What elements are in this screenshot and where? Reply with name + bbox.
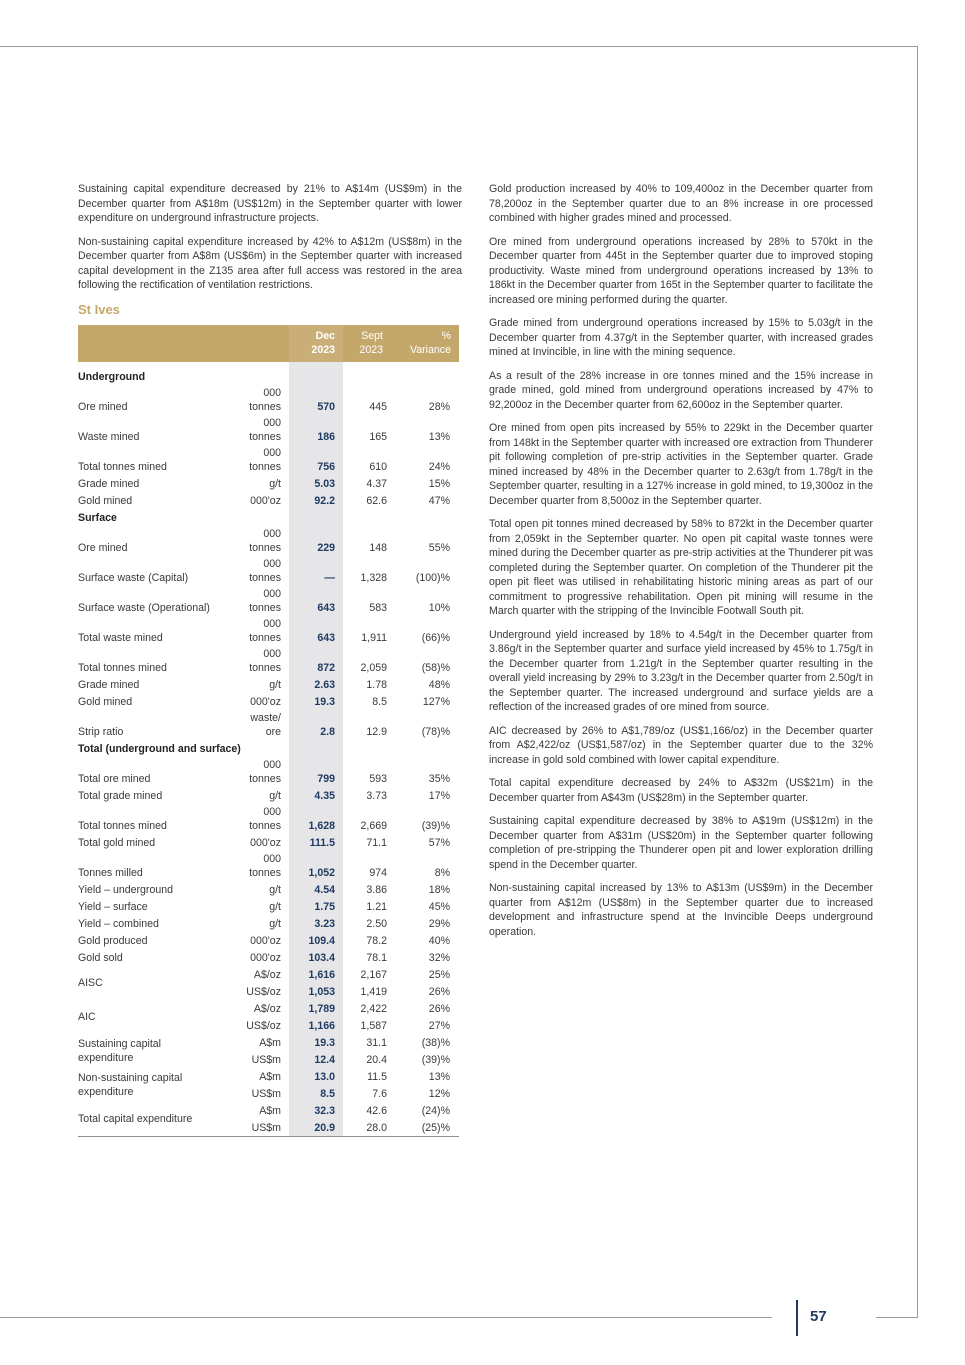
right-column bbox=[489, 182, 873, 948]
row-unit: g/t bbox=[269, 789, 281, 802]
row-label: Yield – underground bbox=[78, 883, 174, 896]
row-sept-2023-value: 2,669 bbox=[360, 819, 387, 832]
row-variance-value: 15% bbox=[428, 477, 450, 490]
row-dec-2023-value: 5.03 bbox=[289, 475, 343, 492]
row-sept-2023-value: 148 bbox=[369, 541, 387, 554]
row-unit: US$/oz bbox=[246, 985, 281, 998]
row-unit: g/t bbox=[269, 678, 281, 691]
row-sept-2023-value: 974 bbox=[369, 866, 387, 879]
paragraph: Gold production increased by 40% to 109,400oz in the December quarter from 78,200oz in the September quarter due to an 8% increase in ore processed combined with higher grades mined and processed. bbox=[489, 183, 873, 224]
row-label: Waste mined bbox=[78, 430, 140, 443]
row-variance-value: 25% bbox=[428, 968, 450, 981]
row-variance-value: (66)% bbox=[421, 631, 450, 644]
table-row bbox=[78, 693, 459, 710]
row-variance-value: 10% bbox=[428, 601, 450, 614]
table-row bbox=[78, 646, 459, 676]
row-variance-value: (24)% bbox=[421, 1104, 450, 1117]
row-variance-value: 35% bbox=[428, 772, 450, 785]
paragraph: Grade mined from underground operations increased by 15% to 5.03g/t in the December quarter from 4.37g/t in the September quarter, with increased grades mined at Invincible, in line with the mining sequence. bbox=[489, 317, 873, 358]
row-dec-2023-value: 186 bbox=[289, 415, 343, 445]
row-dec-2023-value: 103.4 bbox=[289, 949, 343, 966]
row-dec-2023-value: 4.35 bbox=[289, 787, 343, 804]
row-unit: 000'oz bbox=[250, 494, 281, 507]
row-dec-2023-value: 8.5 bbox=[289, 1085, 343, 1102]
row-variance-value: 18% bbox=[428, 883, 450, 896]
row-label: Tonnes milled bbox=[78, 866, 143, 879]
page-number: 57 bbox=[810, 1308, 827, 1325]
row-unit: 000 tonnes bbox=[249, 446, 281, 473]
row-unit: g/t bbox=[269, 917, 281, 930]
paragraph: Sustaining capital expenditure decreased by 21% to A$14m (US$9m) in the December quarter from A$18m (US$12m) in the September quarter with lower expenditure on underground infrastructure projects. bbox=[78, 183, 462, 224]
row-variance-value: (39)% bbox=[421, 819, 450, 832]
header-sept-2023: Sept 2023 bbox=[343, 325, 391, 362]
row-unit: A$/oz bbox=[253, 968, 281, 981]
row-unit: 000'oz bbox=[250, 695, 281, 708]
section-surface: Surface bbox=[78, 511, 117, 524]
row-label: AIC bbox=[78, 1010, 96, 1023]
row-variance-value: (78)% bbox=[421, 725, 450, 738]
table-header-row bbox=[78, 325, 459, 362]
row-variance-value: 26% bbox=[428, 985, 450, 998]
row-dec-2023-value: 12.4 bbox=[289, 1051, 343, 1068]
table-row bbox=[78, 492, 459, 509]
row-variance-value: 45% bbox=[428, 900, 450, 913]
row-unit: g/t bbox=[269, 900, 281, 913]
row-sept-2023-value: 8.5 bbox=[372, 695, 387, 708]
row-sept-2023-value: 31.1 bbox=[366, 1036, 387, 1049]
table-row bbox=[78, 915, 459, 932]
paragraph: Total capital expenditure decreased by 24% to A$32m (US$21m) in the December quarter from A$43m (US$28m) in the September quarter. bbox=[489, 777, 873, 804]
table-row bbox=[78, 1000, 459, 1017]
row-variance-value: 24% bbox=[428, 460, 450, 473]
row-label: Total grade mined bbox=[78, 789, 163, 802]
row-variance-value: 13% bbox=[428, 1070, 450, 1083]
row-variance-value: 29% bbox=[428, 917, 450, 930]
row-sept-2023-value: 2,422 bbox=[360, 1002, 387, 1015]
row-label: Yield – combined bbox=[78, 917, 159, 930]
row-label: Surface waste (Capital) bbox=[78, 571, 189, 584]
row-dec-2023-value: 1,166 bbox=[289, 1017, 343, 1034]
row-sept-2023-value: 3.86 bbox=[366, 883, 387, 896]
table-row bbox=[78, 556, 459, 586]
row-dec-2023-value: 19.3 bbox=[289, 693, 343, 710]
row-variance-value: 40% bbox=[428, 934, 450, 947]
paragraph: Underground yield increased by 18% to 4.54g/t in the December quarter from 3.86g/t in the September quarter and surface yield increased by 45% to 1.75g/t in the December quarter from 1.21g/t in the September quarter resulting in the overall yield increasing by 29% to 3.23g/t in the December quarter from 2.50g/t in the September quarter. The increased underground and surface yields are a reflection of the increased grades of ore mined from source. bbox=[489, 628, 873, 713]
row-unit: 000 tonnes bbox=[249, 852, 281, 879]
row-unit: A$m bbox=[259, 1036, 281, 1049]
row-sept-2023-value: 20.4 bbox=[366, 1053, 387, 1066]
row-dec-2023-value: 2.8 bbox=[289, 710, 343, 740]
row-unit: 000 tonnes bbox=[249, 805, 281, 832]
row-dec-2023-value: 1,789 bbox=[289, 1000, 343, 1017]
row-variance-value: 55% bbox=[428, 541, 450, 554]
row-variance-value: (38)% bbox=[421, 1036, 450, 1049]
row-unit: 000 tonnes bbox=[249, 386, 281, 413]
row-sept-2023-value: 593 bbox=[369, 772, 387, 785]
row-label: Total ore mined bbox=[78, 772, 151, 785]
row-dec-2023-value: 799 bbox=[289, 757, 343, 787]
row-dec-2023-value: 570 bbox=[289, 385, 343, 415]
table-row bbox=[78, 834, 459, 851]
row-label: Strip ratio bbox=[78, 725, 124, 738]
row-unit: A$/oz bbox=[253, 1002, 281, 1015]
table-row bbox=[78, 757, 459, 787]
section-underground: Underground bbox=[78, 370, 146, 383]
row-sept-2023-value: 42.6 bbox=[366, 1104, 387, 1117]
row-unit: A$m bbox=[259, 1070, 281, 1083]
row-dec-2023-value: 1,053 bbox=[289, 983, 343, 1000]
left-column bbox=[78, 182, 462, 1137]
row-dec-2023-value: 13.0 bbox=[289, 1068, 343, 1085]
row-sept-2023-value: 1,419 bbox=[360, 985, 387, 998]
row-sept-2023-value: 610 bbox=[369, 460, 387, 473]
paragraph: Non-sustaining capital expenditure increased by 42% to A$12m (US$8m) in the December quarter from A$8m (US$6m) in the September quarter with increased capital development in the Z135 area after full access was restored in the area following the rectification of ventilation restrictions. bbox=[78, 235, 462, 291]
page-frame-bottom-right bbox=[876, 1317, 918, 1318]
table-row bbox=[78, 1034, 459, 1051]
table-row bbox=[78, 676, 459, 693]
section-total: Total (underground and surface) bbox=[78, 742, 241, 755]
row-sept-2023-value: 1.78 bbox=[366, 678, 387, 691]
table-row bbox=[78, 710, 459, 740]
row-label: Yield – surface bbox=[78, 900, 148, 913]
row-dec-2023-value: 1,616 bbox=[289, 966, 343, 983]
table-row bbox=[78, 475, 459, 492]
row-unit: 000 tonnes bbox=[249, 617, 281, 644]
row-label: Ore mined bbox=[78, 400, 128, 413]
row-unit: 000 tonnes bbox=[249, 416, 281, 443]
row-unit: 000'oz bbox=[250, 836, 281, 849]
page-frame-bottom bbox=[0, 1317, 772, 1318]
row-dec-2023-value: 1,628 bbox=[289, 804, 343, 834]
table-row bbox=[78, 1102, 459, 1119]
table-row bbox=[78, 586, 459, 616]
row-sept-2023-value: 62.6 bbox=[366, 494, 387, 507]
row-dec-2023-value: 1,052 bbox=[289, 851, 343, 881]
table-section-row bbox=[78, 368, 459, 385]
table-row bbox=[78, 898, 459, 915]
paragraph: AIC decreased by 26% to A$1,789/oz (US$1,166/oz) in the December quarter from A$2,422/oz (US$1,587/oz) in the September quarter due to the 32% increase in gold sold combined with lower capital expenditure. bbox=[489, 724, 873, 766]
table-section-row bbox=[78, 740, 459, 757]
row-label: Gold sold bbox=[78, 951, 123, 964]
row-dec-2023-value: 32.3 bbox=[289, 1102, 343, 1119]
row-label: Total capital expenditure bbox=[78, 1112, 193, 1125]
row-variance-value: 57% bbox=[428, 836, 450, 849]
row-variance-value: (58)% bbox=[421, 661, 450, 674]
row-dec-2023-value: 1.75 bbox=[289, 898, 343, 915]
row-label: Total tonnes mined bbox=[78, 460, 167, 473]
table-row bbox=[78, 851, 459, 881]
row-variance-value: 17% bbox=[428, 789, 450, 802]
table-section-row bbox=[78, 509, 459, 526]
row-sept-2023-value: 28.0 bbox=[366, 1121, 387, 1134]
row-dec-2023-value: 111.5 bbox=[289, 834, 343, 851]
row-dec-2023-value: 3.23 bbox=[289, 915, 343, 932]
header-dec-2023: Dec 2023 bbox=[289, 325, 343, 362]
row-unit: US$m bbox=[251, 1121, 281, 1134]
row-dec-2023-value: 4.54 bbox=[289, 881, 343, 898]
row-dec-2023-value: 2.63 bbox=[289, 676, 343, 693]
row-variance-value: 32% bbox=[428, 951, 450, 964]
table-row bbox=[78, 804, 459, 834]
row-unit: g/t bbox=[269, 477, 281, 490]
row-dec-2023-value: 20.9 bbox=[289, 1119, 343, 1137]
row-unit: 000 tonnes bbox=[249, 758, 281, 785]
row-variance-value: 12% bbox=[428, 1087, 450, 1100]
row-sept-2023-value: 165 bbox=[369, 430, 387, 443]
row-sept-2023-value: 11.5 bbox=[367, 1070, 387, 1083]
row-variance-value: 8% bbox=[434, 866, 450, 879]
st-ives-table bbox=[78, 325, 459, 1137]
row-variance-value: (25)% bbox=[421, 1121, 450, 1134]
row-dec-2023-value: 643 bbox=[289, 616, 343, 646]
row-unit: 000'oz bbox=[250, 951, 281, 964]
row-unit: US$m bbox=[251, 1053, 281, 1066]
row-variance-value: 28% bbox=[428, 400, 450, 413]
paragraph: Ore mined from open pits increased by 55% to 229kt in the December quarter from 148kt in the September quarter with increased ore extraction from Thunderer pit following completion of pre-strip activities in the September quarter. Grade mined increased by 48% in the December quarter to 2.63g/t from 1.78g/t in the September quarter, resulting in a 127% increase in gold mined, to 19,300oz in the December quarter from 8,500oz in the September quarter. bbox=[489, 422, 873, 507]
row-variance-value: 13% bbox=[428, 430, 450, 443]
table-row bbox=[78, 385, 459, 415]
row-dec-2023-value: 19.3 bbox=[289, 1034, 343, 1051]
table-row bbox=[78, 787, 459, 804]
row-sept-2023-value: 78.2 bbox=[366, 934, 387, 947]
paragraph: As a result of the 28% increase in ore tonnes mined and the 15% increase in grade mined, gold mined from underground operations increased by 47% to 92,200oz in the December quarter from 62,600oz in the September quarter. bbox=[489, 369, 873, 411]
row-unit: 000 tonnes bbox=[249, 587, 281, 614]
paragraph: Total open pit tonnes mined decreased by 58% to 872kt in the December quarter from 2,059kt in the September quarter. No open pit capital waste tonnes were mined during the December quarter as pre-strip activities at the Thunderer pit was completed during the September quarter. On completion of the Thunderer pit the open pit fleet was utilised in rehabilitating historic mining areas as part of our commitment to progressive rehabilitation. Open pit mining will resume in the March quarter with the stripping of the Invincible Footwall South pit. bbox=[489, 518, 873, 617]
page-frame-right bbox=[917, 46, 918, 1318]
row-unit: 000 tonnes bbox=[249, 647, 281, 674]
row-label: Total tonnes mined bbox=[78, 819, 167, 832]
table-row bbox=[78, 445, 459, 475]
row-variance-value: 27% bbox=[428, 1019, 450, 1032]
table-row bbox=[78, 1068, 459, 1085]
row-sept-2023-value: 12.9 bbox=[366, 725, 387, 738]
row-dec-2023-value: 109.4 bbox=[289, 932, 343, 949]
row-unit: US$m bbox=[251, 1087, 281, 1100]
row-label: Gold mined bbox=[78, 695, 133, 708]
header-blank bbox=[78, 325, 289, 362]
row-dec-2023-value: 229 bbox=[289, 526, 343, 556]
row-dec-2023-value: 872 bbox=[289, 646, 343, 676]
row-sept-2023-value: 2.50 bbox=[366, 917, 387, 930]
row-sept-2023-value: 71.1 bbox=[366, 836, 387, 849]
row-dec-2023-value: — bbox=[289, 556, 343, 586]
page-frame-top bbox=[0, 46, 918, 47]
table-row bbox=[78, 616, 459, 646]
row-label: Total waste mined bbox=[78, 631, 163, 644]
row-label: Grade mined bbox=[78, 477, 140, 490]
paragraph: Non-sustaining capital increased by 13% to A$13m (US$9m) in the December quarter from A$12m (US$8m) in the September quarter due to increased development and infrastructure spend at the Invincible Deeps underground operation. bbox=[489, 882, 873, 938]
row-label: Grade mined bbox=[78, 678, 140, 691]
row-variance-value: (39)% bbox=[421, 1053, 450, 1066]
row-unit: A$m bbox=[259, 1104, 281, 1117]
row-sept-2023-value: 7.6 bbox=[372, 1087, 387, 1100]
row-label: Ore mined bbox=[78, 541, 128, 554]
row-unit: waste/ ore bbox=[250, 711, 281, 738]
row-sept-2023-value: 3.73 bbox=[366, 789, 387, 802]
header-variance: % Variance bbox=[391, 325, 459, 362]
row-sept-2023-value: 2,167 bbox=[360, 968, 387, 981]
row-dec-2023-value: 643 bbox=[289, 586, 343, 616]
row-label: Sustaining capital expenditure bbox=[78, 1037, 162, 1064]
row-sept-2023-value: 1,911 bbox=[361, 631, 387, 644]
row-variance-value: 26% bbox=[428, 1002, 450, 1015]
row-unit: 000 tonnes bbox=[249, 557, 281, 584]
row-sept-2023-value: 78.1 bbox=[366, 951, 387, 964]
row-sept-2023-value: 583 bbox=[369, 601, 387, 614]
table-row bbox=[78, 966, 459, 983]
paragraph: Sustaining capital expenditure decreased by 38% to A$19m (US$12m) in the December quarter from A$31m (US$20m) in the September quarter following completion of pre-stripping the Thunderer open pit and lower exploration drilling spend in the December quarter. bbox=[489, 815, 873, 871]
row-label: Gold produced bbox=[78, 934, 148, 947]
row-sept-2023-value: 1,587 bbox=[360, 1019, 387, 1032]
row-label: Non-sustaining capital expenditure bbox=[78, 1071, 183, 1098]
row-sept-2023-value: 2,059 bbox=[360, 661, 387, 674]
row-unit: 000'oz bbox=[250, 934, 281, 947]
row-sept-2023-value: 445 bbox=[369, 400, 387, 413]
page-number-divider bbox=[796, 1300, 798, 1336]
row-unit: g/t bbox=[269, 883, 281, 896]
row-label: Surface waste (Operational) bbox=[78, 601, 210, 614]
row-sept-2023-value: 4.37 bbox=[366, 477, 387, 490]
row-variance-value: 48% bbox=[428, 678, 450, 691]
table-row bbox=[78, 932, 459, 949]
row-label: Gold mined bbox=[78, 494, 133, 507]
row-variance-value: 127% bbox=[422, 695, 450, 708]
row-dec-2023-value: 756 bbox=[289, 445, 343, 475]
table-row bbox=[78, 949, 459, 966]
row-label: Total gold mined bbox=[78, 836, 156, 849]
section-title: St Ives bbox=[78, 301, 120, 317]
paragraph: Ore mined from underground operations increased by 28% to 570kt in the December quarter from 445t in the September quarter due to improved stoping productivity. Waste mined from underground operations increased by 13% to 186kt in the December quarter from 165t in the September quarter to facilitate the increased ore mining performed during the quarter. bbox=[489, 235, 873, 306]
table-row bbox=[78, 526, 459, 556]
table-row bbox=[78, 881, 459, 898]
row-sept-2023-value: 1,328 bbox=[360, 571, 387, 584]
row-dec-2023-value: 92.2 bbox=[289, 492, 343, 509]
row-unit: 000 tonnes bbox=[249, 527, 281, 554]
row-variance-value: (100)% bbox=[415, 571, 450, 584]
row-label: AISC bbox=[78, 976, 103, 989]
row-label: Total tonnes mined bbox=[78, 661, 167, 674]
row-variance-value: 47% bbox=[428, 494, 450, 507]
row-sept-2023-value: 1.21 bbox=[366, 900, 387, 913]
row-unit: US$/oz bbox=[246, 1019, 281, 1032]
table-row bbox=[78, 415, 459, 445]
